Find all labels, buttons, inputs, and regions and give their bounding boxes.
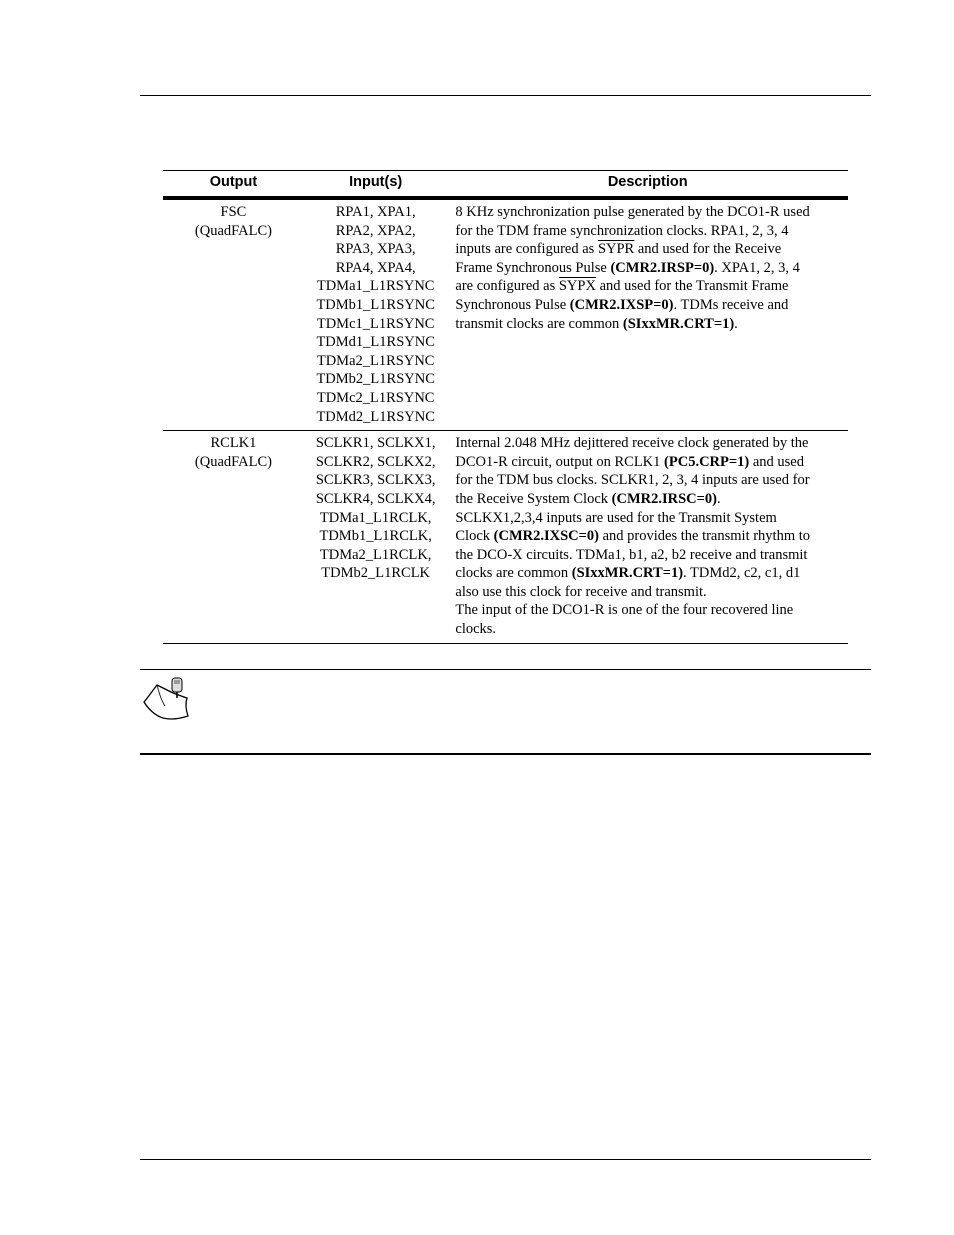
header-rule — [140, 95, 871, 96]
text-run: and used — [749, 453, 804, 470]
text-run: and used for the Receive — [634, 241, 782, 258]
output-source: (QuadFALC) — [194, 222, 272, 239]
input-item: TDMc1_L1RSYNC — [316, 315, 435, 332]
description-line — [455, 453, 848, 472]
input-item: TDMb2_L1RCLK — [321, 565, 431, 582]
input-item: RPA2, XPA2, — [335, 222, 416, 239]
output-cell — [163, 198, 304, 431]
description-line: also use this clock for receive and transmit. — [455, 583, 707, 600]
footer-rule — [140, 1159, 871, 1160]
input-item: TDMa2_L1RSYNC — [316, 352, 435, 369]
description-line — [455, 259, 848, 278]
inputs-cell — [304, 198, 447, 431]
register-setting: (SIxxMR.CRT=1) — [622, 315, 735, 332]
description-line — [455, 490, 848, 509]
input-item: TDMb1_L1RCLK, — [319, 528, 432, 545]
description-line — [455, 296, 848, 315]
input-item: RPA1, XPA1, — [335, 204, 416, 220]
clock-io-table — [163, 170, 848, 644]
output-cell — [163, 431, 304, 644]
text-run: clocks are common — [455, 565, 572, 582]
text-run: . TDMs receive and — [673, 296, 789, 313]
output-name: FSC — [220, 204, 247, 220]
description-line: clocks. — [455, 621, 497, 638]
table-row-fsc — [163, 198, 848, 431]
input-item: TDMd1_L1RSYNC — [316, 334, 435, 351]
description-line: SCLKX1,2,3,4 inputs are used for the Transmit System — [455, 509, 777, 526]
description-line — [455, 315, 848, 334]
text-run: . — [716, 490, 721, 507]
inputs-cell — [304, 431, 447, 644]
note-top-rule — [140, 669, 871, 670]
description-line — [455, 277, 848, 296]
signal-name-overline: SYPR — [597, 241, 635, 258]
output-source: (QuadFALC) — [194, 453, 272, 470]
input-item: TDMa2_L1RCLK, — [319, 546, 432, 563]
register-setting: (CMR2.IXSC=0) — [493, 528, 599, 545]
description-line: 8 KHz synchronization pulse generated by the DCO1-R used — [455, 204, 810, 220]
input-item: TDMb1_L1RSYNC — [316, 296, 435, 313]
description-cell — [447, 431, 848, 644]
text-run: DCO1-R circuit, output on RCLK1 — [455, 453, 665, 470]
description-line: Internal 2.048 MHz dejittered receive clock generated by the — [455, 435, 809, 452]
register-setting: (SIxxMR.CRT=1) — [571, 565, 684, 582]
text-run: are configured as — [455, 278, 559, 295]
text-run: . XPA1, 2, 3, 4 — [714, 259, 800, 276]
input-item: RPA4, XPA4, — [335, 259, 416, 276]
description-line — [455, 564, 848, 583]
output-name: RCLK1 — [210, 435, 257, 452]
register-setting: (PC5.CRP=1) — [664, 453, 750, 470]
header-output: Output — [163, 171, 304, 199]
text-run: the Receive System Clock — [455, 490, 612, 507]
header-inputs: Input(s) — [304, 171, 447, 199]
description-cell — [447, 198, 848, 431]
input-item: TDMa1_L1RSYNC — [316, 278, 435, 295]
text-run: Synchronous Pulse — [455, 296, 570, 313]
text-run: transmit clocks are common — [455, 315, 623, 332]
description-line: for the TDM bus clocks. SCLKR1, 2, 3, 4 inputs are used for — [455, 472, 810, 489]
note-icon — [141, 676, 193, 722]
input-item: TDMb2_L1RSYNC — [316, 371, 435, 388]
register-setting: (CMR2.IRSC=0) — [611, 490, 717, 507]
input-item: TDMc2_L1RSYNC — [316, 389, 435, 406]
input-item: TDMd2_L1RSYNC — [316, 408, 435, 425]
input-item: TDMa1_L1RCLK, — [319, 509, 432, 526]
text-run: and provides the transmit rhythm to — [598, 528, 811, 545]
signal-name-overline: SYPX — [558, 278, 596, 295]
text-run: . TDMd2, c2, c1, d1 — [683, 565, 801, 582]
description-line — [455, 527, 848, 546]
header-description: Description — [447, 171, 848, 199]
input-item: SCLKR3, SCLKX3, — [315, 472, 436, 489]
description-line — [455, 240, 848, 259]
note-bottom-rule — [140, 753, 871, 755]
input-item: RPA3, XPA3, — [335, 241, 416, 258]
text-run: inputs are configured as — [455, 241, 598, 258]
input-item: SCLKR1, SCLKX1, — [315, 435, 436, 452]
description-line: The input of the DCO1-R is one of the four recovered line — [455, 602, 794, 619]
register-setting: (CMR2.IXSP=0) — [569, 296, 674, 313]
text-run: and used for the Transmit Frame — [595, 278, 789, 295]
description-line: the DCO-X circuits. TDMa1, b1, a2, b2 receive and transmit — [455, 546, 808, 563]
input-item: SCLKR2, SCLKX2, — [315, 453, 436, 470]
table-header-row — [163, 171, 848, 199]
text-run: Frame Synchronous Pulse — [455, 259, 611, 276]
description-line: for the TDM frame synchronization clocks. RPA1, 2, 3, 4 — [455, 222, 789, 239]
text-run: . — [734, 315, 738, 332]
text-run: Clock — [455, 528, 494, 545]
table-row-rclk1 — [163, 431, 848, 644]
input-item: SCLKR4, SCLKX4, — [315, 490, 436, 507]
register-setting: (CMR2.IRSP=0) — [610, 259, 715, 276]
